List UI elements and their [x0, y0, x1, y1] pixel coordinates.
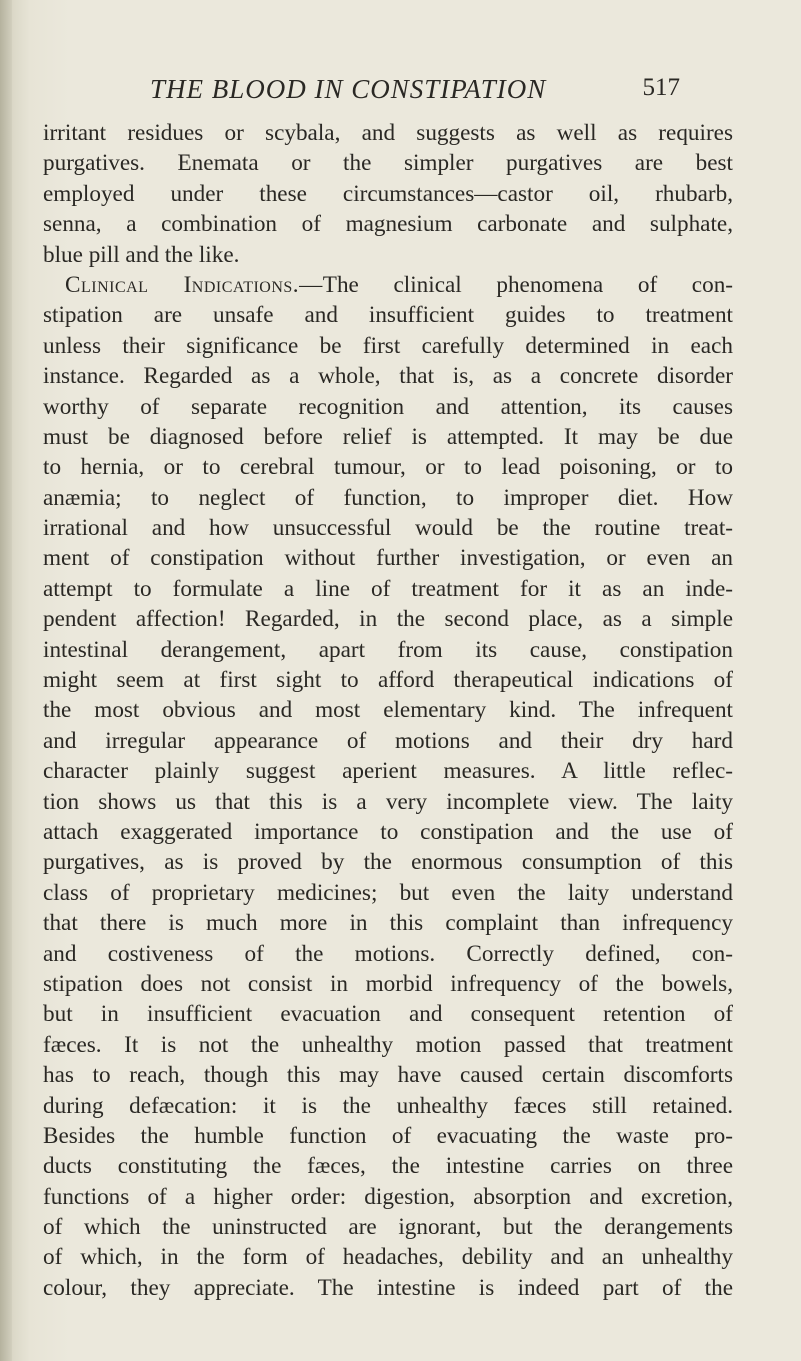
text-line: the most obvious and most elementary kind. The infrequent	[43, 697, 733, 724]
text-line: and irregular appearance of motions and their dry hard	[43, 727, 733, 754]
text-line: irritant residues or scybala, and suggests as well as requires	[43, 120, 733, 146]
text-line: intestinal derangement, apart from its cause, constipation	[43, 636, 733, 663]
text-line: during defæcation: it is the unhealthy fæces still retained.	[43, 1092, 733, 1119]
page-number: 517	[642, 74, 680, 101]
text-line: fæces. It is not the unhealthy motion passed that treatment	[43, 1031, 733, 1058]
text-line: and costiveness of the motions. Correctly defined, con-	[43, 940, 733, 967]
text-line: has to reach, though this may have caused certain discomforts	[43, 1062, 733, 1089]
text-line: worthy of separate recognition and attention, its causes	[43, 393, 733, 420]
text-line: must be diagnosed before relief is attempted. It may be due	[43, 423, 733, 450]
text-line: attach exaggerated importance to constipation and the use of	[43, 818, 733, 845]
text-line-continuation: The clinical phenomena of con-	[322, 271, 734, 298]
text-line: class of proprietary medicines; but even the laity understand	[43, 879, 733, 906]
text-line: attempt to formulate a line of treatment for it as an inde-	[43, 575, 733, 602]
text-line: Besides the humble function of evacuating the waste pro-	[43, 1122, 733, 1149]
text-line: colour, they appreciate. The intestine is indeed part of the	[43, 1274, 733, 1301]
text-line: purgatives. Enemata or the simpler purgatives are best	[43, 150, 733, 177]
text-line: purgatives, as is proved by the enormous consumption of this	[43, 849, 733, 876]
text-line: pendent affection! Regarded, in the second place, as a simple	[43, 606, 733, 633]
text-line: stipation does not consist in morbid infrequency of the bowels,	[43, 970, 733, 997]
section-heading: Clinical Indications.—	[65, 271, 323, 298]
text-line: irrational and how unsuccessful would be the routine treat-	[43, 515, 733, 542]
text-line: but in insufficient evacuation and consequent retention of	[43, 1001, 733, 1028]
text-line: ment of constipation without further investigation, or even an	[43, 545, 733, 572]
text-line: character plainly suggest aperient measures. A little reflec-	[43, 758, 733, 785]
body-text	[43, 118, 733, 1303]
text-line: ducts constituting the fæces, the intestine carries on three	[43, 1153, 733, 1180]
text-line: of which, in the form of headaches, debility and an unhealthy	[43, 1244, 733, 1271]
page-binding-edge	[0, 0, 12, 1361]
text-line: that there is much more in this complaint than infrequency	[43, 910, 733, 937]
text-line: of which the uninstructed are ignorant, but the derangements	[43, 1214, 733, 1241]
text-line: blue pill and the like.	[43, 241, 240, 268]
text-line: functions of a higher order: digestion, absorption and excretion,	[43, 1183, 733, 1210]
page-header	[150, 70, 680, 110]
text-line: senna, a combination of magnesium carbonate and sulphate,	[43, 211, 733, 238]
text-line: stipation are unsafe and insufficient guides to treatment	[43, 302, 733, 329]
text-line: anæmia; to neglect of function, to improper diet. How	[43, 484, 733, 511]
text-line: tion shows us that this is a very incomplete view. The laity	[43, 788, 733, 815]
text-line: to hernia, or to cerebral tumour, or to lead poisoning, or to	[43, 454, 733, 481]
text-line: might seem at first sight to afford therapeutical indications of	[43, 667, 733, 694]
text-line	[43, 270, 733, 300]
text-line: employed under these circumstances—castor oil, rhubarb,	[43, 180, 733, 207]
text-line: unless their significance be first carefully determined in each	[43, 332, 733, 359]
text-line: instance. Regarded as a whole, that is, as a concrete disorder	[43, 363, 733, 390]
running-title: THE BLOOD IN CONSTIPATION	[150, 74, 547, 104]
